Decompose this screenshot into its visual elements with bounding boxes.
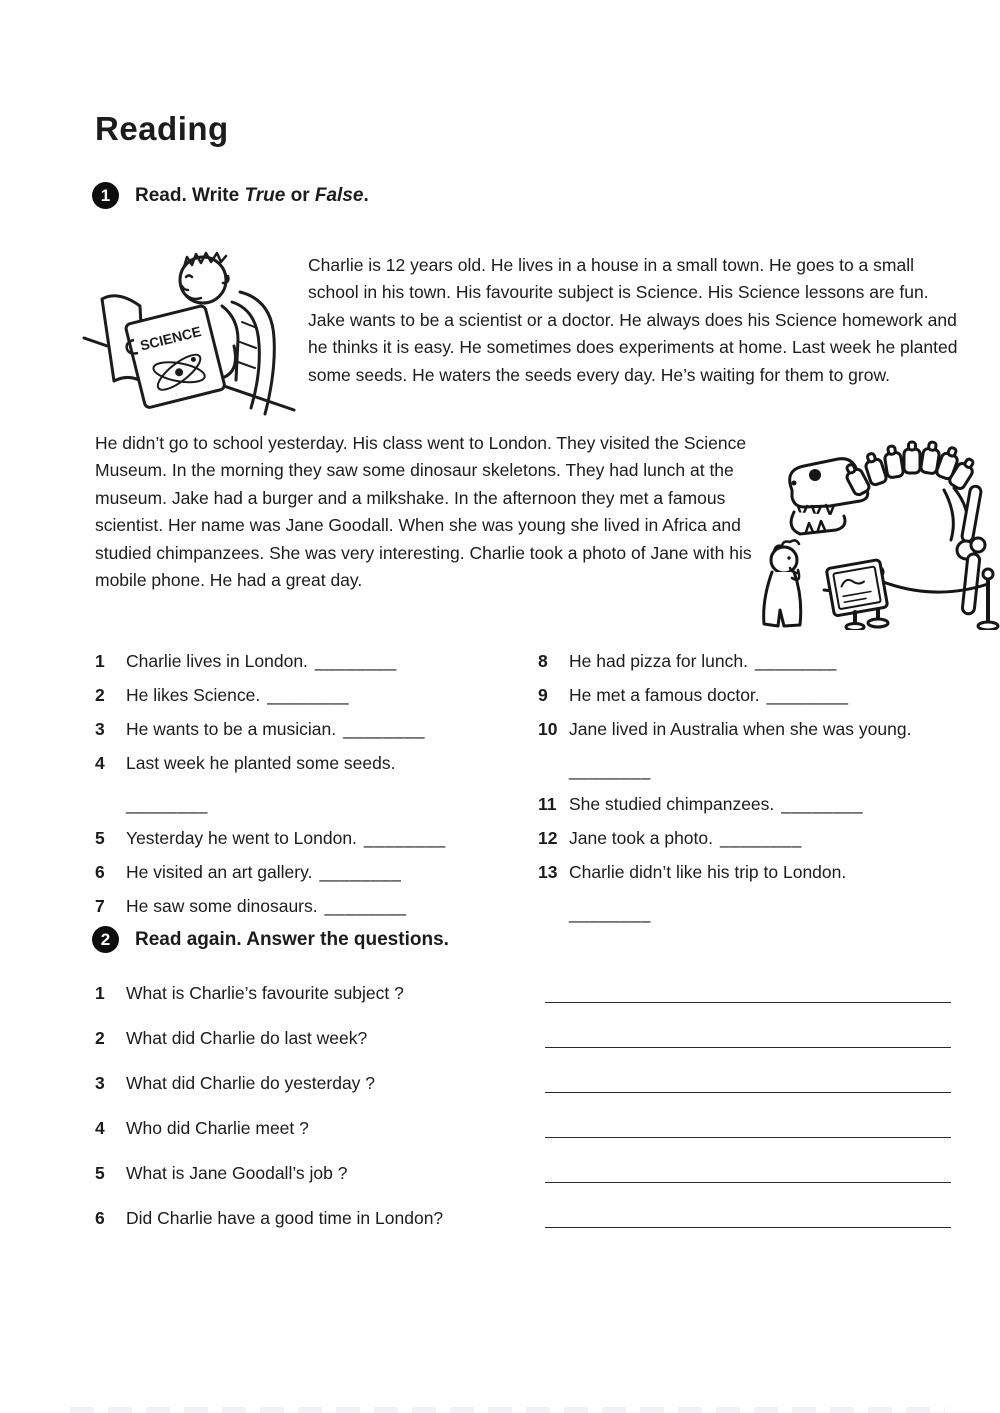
question-text: Who did Charlie meet ? [126, 1118, 309, 1138]
reading-paragraph-1: Charlie is 12 years old. He lives in a house in a small town. He goes to a small school in his town. His favourite subject is Science. His Science lessons are fun. Jake wants to be a scientist or a doctor. He always does his Science homework and he thinks it is easy. He sometimes does experiments at home. Last week he planted some seeds. He waters the seeds every day. He’s waiting for them to grow. [308, 255, 958, 385]
chair-hatch [238, 322, 257, 368]
tf-item [95, 829, 535, 848]
tf-item-text: Jane took a photo. [569, 828, 713, 848]
tf-item [95, 897, 535, 916]
question-row [95, 1209, 955, 1254]
tf-item-text: She studied chimpanzees. [569, 794, 775, 814]
question-text: What is Jane Goodall’s job ? [126, 1163, 348, 1183]
museum-sign [826, 560, 888, 617]
tf-item-blank-line [569, 761, 994, 780]
answer-blank[interactable]: ________ [126, 794, 208, 814]
tf-column-left [95, 652, 535, 931]
tf-item [538, 720, 994, 739]
tf-item [538, 829, 994, 848]
answer-blank[interactable]: ________ [343, 719, 425, 739]
tf-item-number: 11 [538, 794, 557, 814]
sign-base [846, 624, 864, 631]
tf-item-text: He had pizza for lunch. [569, 651, 748, 671]
tf-item [95, 686, 535, 705]
tf-item [538, 863, 994, 882]
exercise2-header [92, 926, 449, 953]
tf-item [95, 863, 535, 882]
question-row [95, 1164, 955, 1209]
reading-paragraph-2: He didn’t go to school yesterday. His class went to London. They visited the Science Museum. In the morning they saw some dinosaur skeletons. They had lunch at the museum. Jake had a burger and a milkshake. In the afternoon they met a famous scientist. Her name was Jane Goodall. When she was young she lived in Africa and studied chimpanzees. She was very interesting. Charlie took a photo of Jane with his mobile phone. He had a great day. [95, 433, 752, 591]
exercise1-header [92, 182, 369, 209]
answer-line[interactable] [545, 1226, 951, 1228]
question-text: What did Charlie do yesterday ? [126, 1073, 376, 1093]
answer-line[interactable] [545, 1001, 951, 1003]
tf-item-text: He saw some dinosaurs. [126, 896, 318, 916]
dino-knee-joint-2 [971, 538, 985, 552]
question-number: 6 [95, 1208, 105, 1228]
tf-item-number: 8 [538, 651, 548, 671]
tf-item-number: 13 [538, 862, 558, 882]
boy-torso-right [222, 306, 238, 380]
answer-blank[interactable]: ________ [569, 760, 651, 780]
tf-item [95, 754, 535, 773]
question-text: What is Charlie’s favourite subject ? [126, 983, 404, 1003]
answer-line[interactable] [545, 1136, 951, 1138]
tf-item-number: 7 [95, 896, 105, 916]
instruction-false-word: False [314, 184, 364, 206]
tf-item [538, 686, 994, 705]
tf-item [538, 652, 994, 671]
tf-item-text: Last week he planted some seeds. [126, 753, 396, 773]
question-number: 3 [95, 1073, 105, 1093]
question-row [95, 1074, 955, 1119]
tf-item-text: He wants to be a musician. [126, 719, 337, 739]
exercise2-question-list [95, 984, 955, 1254]
tf-item-number: 1 [95, 651, 105, 671]
question-row [95, 1119, 955, 1164]
tf-item-number: 2 [95, 685, 105, 705]
exercise2-instruction: Read again. Answer the questions. [135, 928, 449, 950]
tf-item [95, 720, 535, 739]
tf-item-blank-line [126, 795, 535, 814]
answer-blank[interactable]: ________ [324, 896, 407, 916]
dino-nostril [792, 481, 797, 486]
tf-item-text: He likes Science. [126, 685, 261, 705]
tf-item-text: Charlie lives in London. [126, 651, 308, 671]
answer-blank[interactable]: ________ [720, 828, 802, 848]
barrier-post-2-ball [983, 569, 993, 579]
tf-item-blank-line [569, 904, 994, 923]
tf-item-number: 10 [538, 719, 558, 739]
instruction-or: or [285, 184, 315, 206]
book-cover [125, 305, 225, 408]
answer-blank[interactable]: ________ [319, 862, 402, 882]
question-row [95, 984, 955, 1029]
exercise2-number-badge: 2 [92, 926, 119, 953]
tf-column-right [538, 652, 994, 938]
tf-item-number: 3 [95, 719, 105, 739]
dino-eye-socket [809, 469, 821, 481]
question-text: Did Charlie have a good time in London? [126, 1208, 444, 1228]
question-number: 4 [95, 1118, 105, 1138]
tf-item [95, 652, 535, 671]
tf-item-text: Charlie didn’t like his trip to London. [569, 862, 847, 882]
tf-item-number: 9 [538, 685, 548, 705]
book-title-text: SCIENCE [138, 323, 203, 354]
answer-line[interactable] [545, 1046, 951, 1048]
answer-blank[interactable]: ________ [363, 828, 446, 848]
exercise1-instruction [135, 185, 369, 207]
post-base-1 [868, 619, 888, 627]
dinosaur-skeleton-illustration [758, 426, 1000, 630]
tf-item-text: He met a famous doctor. [569, 685, 760, 705]
tf-item-number: 5 [95, 828, 105, 848]
question-number: 2 [95, 1028, 105, 1048]
answer-blank[interactable]: ________ [781, 794, 864, 814]
dino-lower-leg-bone [962, 553, 980, 614]
answer-blank[interactable]: ________ [314, 651, 397, 671]
tf-item [538, 795, 994, 814]
tf-item-text: Jane lived in Australia when she was young. [569, 719, 912, 739]
answer-line[interactable] [545, 1181, 951, 1183]
tf-item-number: 4 [95, 753, 105, 773]
instruction-end: . [363, 184, 369, 206]
answer-blank[interactable]: ________ [569, 903, 651, 923]
visitor-eye [787, 556, 790, 559]
boy-eye [186, 276, 192, 278]
post-base-2 [978, 622, 998, 630]
dino-upper-leg-bone [961, 485, 982, 542]
tf-item-text: He visited an art gallery. [126, 862, 313, 882]
question-row [95, 1029, 955, 1074]
question-text: What did Charlie do last week? [126, 1028, 368, 1048]
tf-item-number: 6 [95, 862, 105, 882]
cut-off-footer-text [70, 1407, 945, 1413]
tf-item-text: Yesterday he went to London. [126, 828, 357, 848]
answer-blank[interactable]: ________ [267, 685, 350, 705]
answer-blank[interactable]: ________ [766, 685, 849, 705]
dino-spine-vertebrae [842, 441, 978, 496]
instruction-true-word: True [244, 184, 286, 206]
instruction-prefix: Read. Write [135, 184, 245, 206]
question-number: 1 [95, 983, 105, 1003]
exercise1-number-badge: 1 [92, 182, 119, 209]
answer-line[interactable] [545, 1091, 951, 1093]
boy-reading-illustration [82, 240, 296, 424]
question-number: 5 [95, 1163, 105, 1183]
answer-blank[interactable]: ________ [755, 651, 837, 671]
tf-item-number: 12 [538, 828, 558, 848]
page-title: Reading [95, 110, 229, 147]
